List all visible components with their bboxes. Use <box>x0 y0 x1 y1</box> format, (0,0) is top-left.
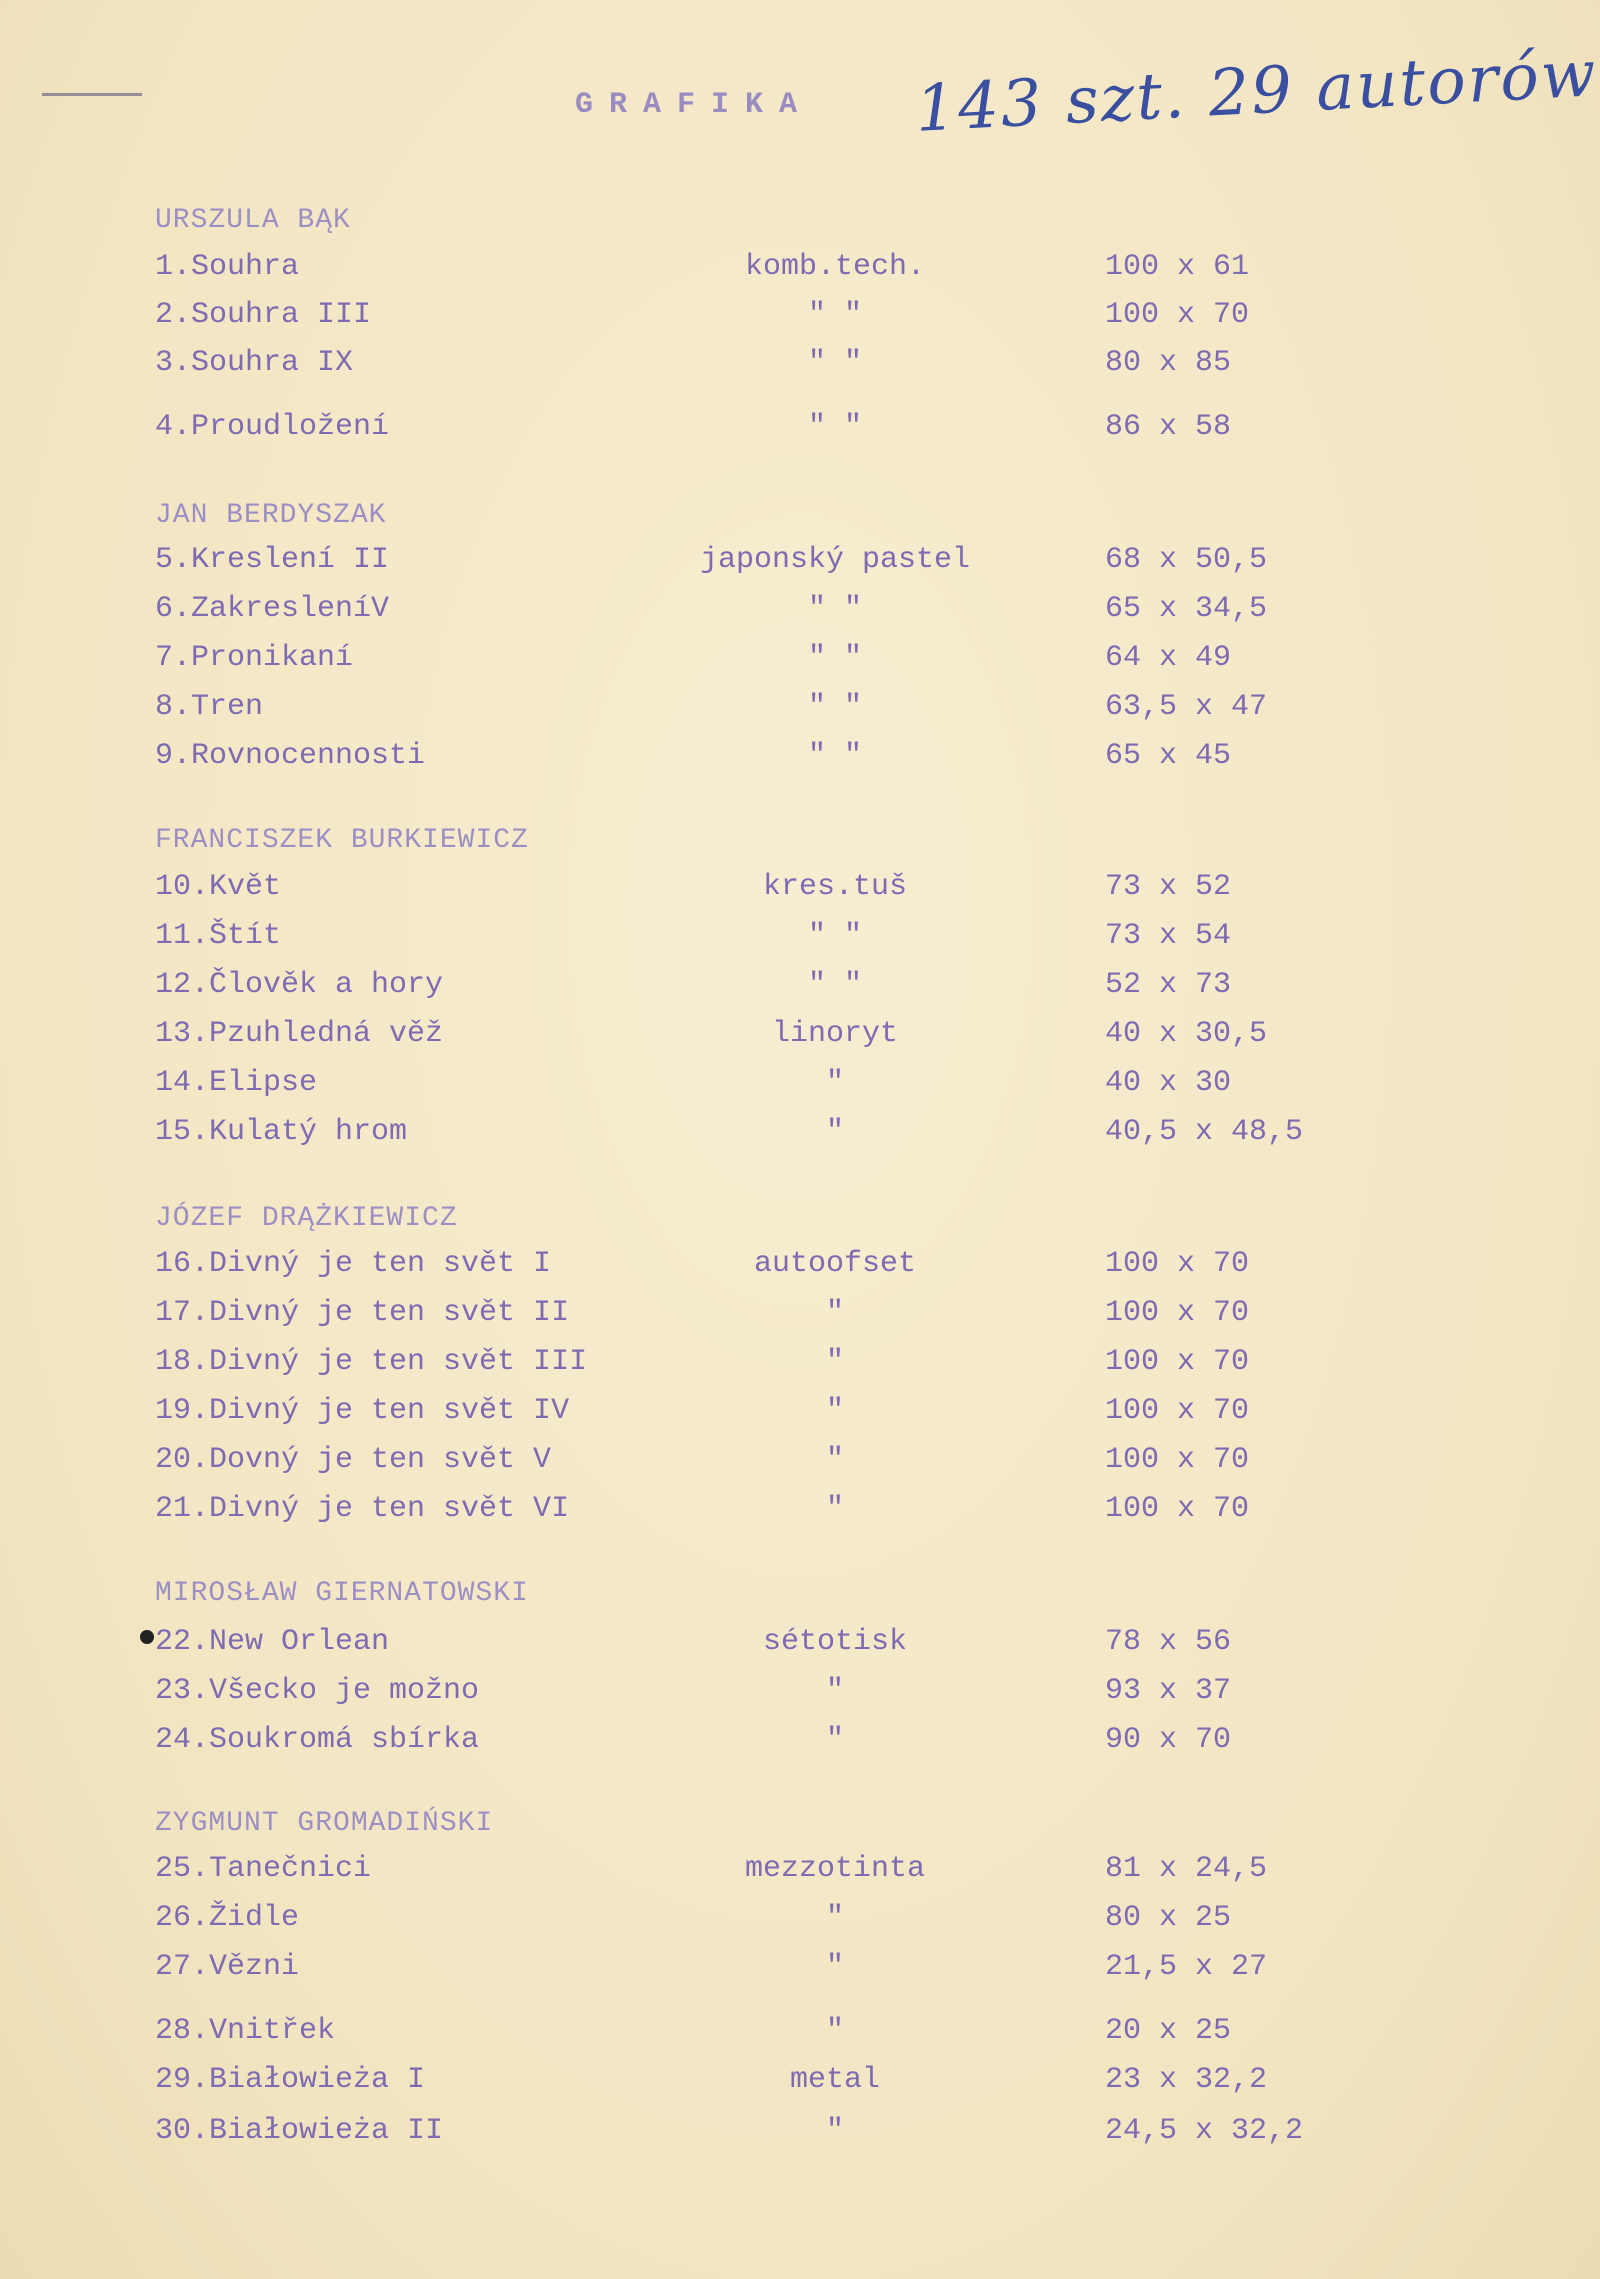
pen-mark <box>42 93 142 96</box>
work-technique: " <box>825 1296 844 1330</box>
work-technique: " " <box>807 739 862 773</box>
work-technique: " <box>825 2114 844 2148</box>
artist-heading: FRANCISZEK BURKIEWICZ <box>155 825 529 856</box>
list-item <box>155 1625 1455 1665</box>
work-technique: " <box>825 1901 844 1935</box>
work-dimensions: 100 x 70 <box>1105 298 1250 332</box>
list-item <box>155 1443 1455 1483</box>
work-technique: sétotisk <box>762 1625 908 1659</box>
work-dimensions: 80 x 25 <box>1105 1901 1232 1935</box>
work-title: 2.Souhra III <box>155 298 372 332</box>
work-title: 26.Židle <box>155 1901 300 1935</box>
list-item <box>155 1296 1455 1336</box>
list-item <box>155 592 1455 632</box>
work-dimensions: 68 x 50,5 <box>1105 543 1268 577</box>
work-dimensions: 20 x 25 <box>1105 2014 1232 2048</box>
list-item <box>155 641 1455 681</box>
work-dimensions: 65 x 34,5 <box>1105 592 1268 626</box>
work-dimensions: 90 x 70 <box>1105 1723 1232 1757</box>
work-technique: " <box>825 1674 844 1708</box>
list-item <box>155 250 1455 290</box>
work-technique: " <box>825 1950 844 1984</box>
work-dimensions: 24,5 x 32,2 <box>1105 2114 1304 2148</box>
work-dimensions: 23 x 32,2 <box>1105 2063 1268 2097</box>
work-dimensions: 93 x 37 <box>1105 1674 1232 1708</box>
work-technique: japonský pastel <box>699 543 971 577</box>
list-item <box>155 1852 1455 1892</box>
work-title: 12.Člověk a hory <box>155 968 444 1002</box>
work-title: 23.Všecko je možno <box>155 1674 480 1708</box>
list-item <box>155 870 1455 910</box>
work-title: 10.Květ <box>155 870 282 904</box>
work-title: 25.Tanečnici <box>155 1852 372 1886</box>
list-item <box>155 410 1455 450</box>
work-technique: " <box>825 1115 844 1149</box>
work-title: 7.Pronikaní <box>155 641 354 675</box>
list-item <box>155 1492 1455 1532</box>
work-technique: " <box>825 1066 844 1100</box>
work-title: 16.Divný je ten svět I <box>155 1247 552 1281</box>
work-dimensions: 73 x 52 <box>1105 870 1232 904</box>
work-technique: " " <box>807 690 862 724</box>
work-technique: " " <box>807 968 862 1002</box>
work-dimensions: 65 x 45 <box>1105 739 1232 773</box>
work-technique: " " <box>807 346 862 380</box>
handwritten-note: 143 szt. 29 autorów <box>913 37 1600 147</box>
work-dimensions: 100 x 70 <box>1105 1345 1250 1379</box>
work-dimensions: 100 x 70 <box>1105 1443 1250 1477</box>
list-item <box>155 1901 1455 1941</box>
work-title: 29.Białowieża I <box>155 2063 426 2097</box>
work-title: 3.Souhra IX <box>155 346 354 380</box>
list-item <box>155 1723 1455 1763</box>
work-technique: " " <box>807 592 862 626</box>
list-item <box>155 968 1455 1008</box>
list-item <box>155 1017 1455 1057</box>
artist-heading: ZYGMUNT GROMADIŃSKI <box>155 1808 494 1839</box>
work-dimensions: 64 x 49 <box>1105 641 1232 675</box>
work-dimensions: 78 x 56 <box>1105 1625 1232 1659</box>
artist-heading: JÓZEF DRĄŻKIEWICZ <box>155 1203 458 1234</box>
work-title: 28.Vnitřek <box>155 2014 336 2048</box>
list-item <box>155 2114 1455 2154</box>
list-item <box>155 346 1455 386</box>
work-title: 4.Proudložení <box>155 410 390 444</box>
list-item <box>155 1115 1455 1155</box>
work-dimensions: 40 x 30,5 <box>1105 1017 1268 1051</box>
work-technique: " <box>825 2014 844 2048</box>
list-item <box>155 1674 1455 1714</box>
work-dimensions: 81 x 24,5 <box>1105 1852 1268 1886</box>
document-title: GRAFIKA <box>575 88 814 122</box>
list-item <box>155 1247 1455 1287</box>
list-item <box>155 919 1455 959</box>
work-dimensions: 86 x 58 <box>1105 410 1232 444</box>
work-title: 21.Divný je ten svět VI <box>155 1492 570 1526</box>
work-dimensions: 63,5 x 47 <box>1105 690 1268 724</box>
work-technique: " <box>825 1394 844 1428</box>
work-dimensions: 40,5 x 48,5 <box>1105 1115 1304 1149</box>
work-dimensions: 100 x 70 <box>1105 1247 1250 1281</box>
list-item <box>155 1066 1455 1106</box>
work-title: 11.Štít <box>155 919 282 953</box>
work-technique: " <box>825 1492 844 1526</box>
work-technique: " <box>825 1443 844 1477</box>
work-title: 19.Divný je ten svět IV <box>155 1394 570 1428</box>
work-dimensions: 73 x 54 <box>1105 919 1232 953</box>
work-technique: " " <box>807 919 862 953</box>
work-technique: " " <box>807 298 862 332</box>
work-title: 22.New Orlean <box>155 1625 390 1659</box>
work-title: 14.Elipse <box>155 1066 318 1100</box>
list-item <box>155 1345 1455 1385</box>
work-title: 17.Divný je ten svět II <box>155 1296 570 1330</box>
work-title: 27.Vězni <box>155 1950 300 1984</box>
artist-heading: MIROSŁAW GIERNATOWSKI <box>155 1578 529 1609</box>
list-item <box>155 690 1455 730</box>
list-item <box>155 1950 1455 1990</box>
work-technique: " <box>825 1345 844 1379</box>
list-item <box>155 2014 1455 2054</box>
work-dimensions: 100 x 61 <box>1105 250 1250 284</box>
work-technique: mezzotinta <box>744 1852 926 1886</box>
ink-dot <box>140 1630 154 1644</box>
work-title: 18.Divný je ten svět III <box>155 1345 588 1379</box>
work-title: 6.ZakresleníV <box>155 592 390 626</box>
work-title: 24.Soukromá sbírka <box>155 1723 480 1757</box>
list-item <box>155 543 1455 583</box>
work-dimensions: 100 x 70 <box>1105 1394 1250 1428</box>
work-technique: " <box>825 1723 844 1757</box>
artist-heading: JAN BERDYSZAK <box>155 500 387 531</box>
list-item <box>155 298 1455 338</box>
work-technique: linoryt <box>771 1017 899 1051</box>
work-technique: kres.tuš <box>762 870 908 904</box>
list-item <box>155 739 1455 779</box>
work-dimensions: 40 x 30 <box>1105 1066 1232 1100</box>
work-title: 8.Tren <box>155 690 264 724</box>
list-item <box>155 2063 1455 2103</box>
work-title: 30.Białowieża II <box>155 2114 444 2148</box>
work-title: 9.Rovnocennosti <box>155 739 426 773</box>
work-title: 1.Souhra <box>155 250 300 284</box>
work-title: 20.Dovný je ten svět V <box>155 1443 552 1477</box>
work-technique: " " <box>807 641 862 675</box>
artist-heading: URSZULA BĄK <box>155 205 351 236</box>
work-title: 15.Kulatý hrom <box>155 1115 408 1149</box>
list-item <box>155 1394 1455 1434</box>
work-technique: " " <box>807 410 862 444</box>
work-dimensions: 80 x 85 <box>1105 346 1232 380</box>
work-dimensions: 100 x 70 <box>1105 1296 1250 1330</box>
work-technique: metal <box>789 2063 880 2097</box>
work-technique: komb.tech. <box>744 250 926 284</box>
work-dimensions: 100 x 70 <box>1105 1492 1250 1526</box>
work-title: 13.Pzuhledná věž <box>155 1017 444 1051</box>
work-dimensions: 52 x 73 <box>1105 968 1232 1002</box>
work-dimensions: 21,5 x 27 <box>1105 1950 1268 1984</box>
work-title: 5.Kreslení II <box>155 543 390 577</box>
work-technique: autoofset <box>753 1247 917 1281</box>
